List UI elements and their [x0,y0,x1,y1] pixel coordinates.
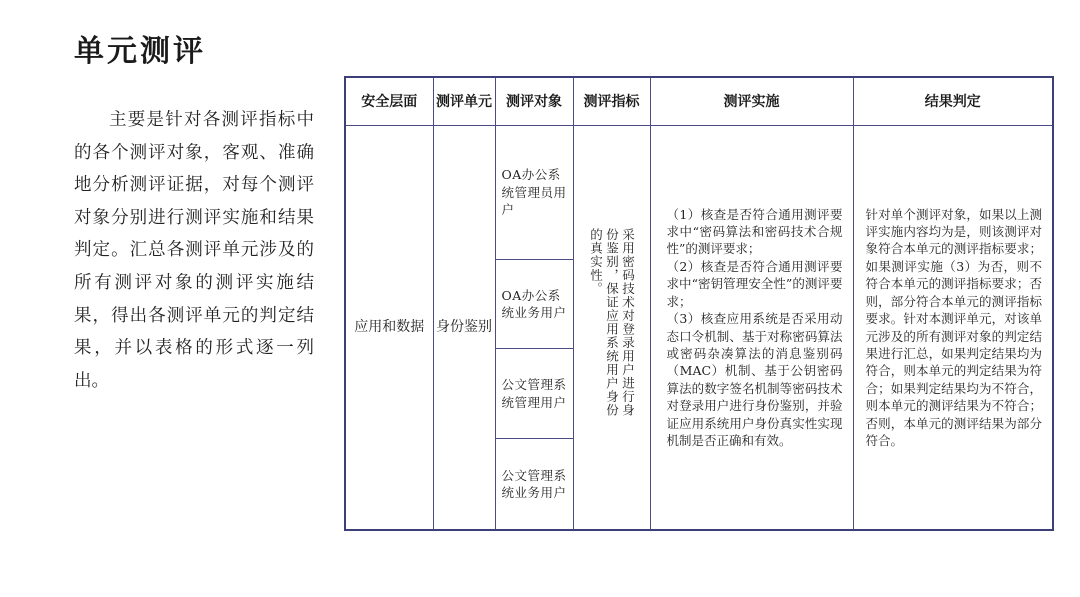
test-object-cell: 公文管理系统管理用户 [495,349,573,439]
result-judgment-cell: 针对单个测评对象，如果以上测评实施内容均为是，则该测评对象符合本单元的测评指标要求；如果测评实施（3）为否，则不符合本单元的测评指标要求；否则，部分符合本单元的测评指标要求。针对本测评单元，对该单元涉及的所有测评对象的判定结果进行汇总，如果判定结果均为符合，则本单元的判定结果为符合；如果判定结果均为不符合，则本单元的测评结果为不符合；否则，本单元的测评结果为部分符合。 [853,126,1053,531]
test-object-cell: 公文管理系统业务用户 [495,439,573,530]
header-result-judgment: 结果判定 [853,77,1053,126]
test-unit-cell: 身份鉴别 [433,126,495,531]
header-test-indicator: 测评指标 [573,77,650,126]
header-test-object: 测评对象 [495,77,573,126]
table-row [345,126,1053,260]
intro-paragraph: 主要是针对各测评指标中的各个测评对象，客观、准确地分析测评证据，对每个测评对象分别进行测评实施和结果判定。汇总各测评单元涉及的所有测评对象的测评实施结果，得出各测评单元的判定结果，并以表格的形式逐一列出。 [74,110,314,391]
test-indicator-cell [573,126,650,531]
header-test-implementation: 测评实施 [650,77,853,126]
test-object-cell: OA办公系统业务用户 [495,259,573,349]
implementation-step: （1）核查是否符合通用测评要求中“密码算法和密码技术合规性”的测评要求； [666,206,843,257]
page-title: 单元测评 [74,34,206,69]
security-layer-cell: 应用和数据 [345,126,433,531]
table-header-row [345,77,1053,126]
test-object-cell: OA办公系统管理员用户 [495,126,573,260]
evaluation-table [344,76,1054,531]
test-implementation-cell [650,126,853,531]
header-test-unit: 测评单元 [433,77,495,126]
header-security-layer: 安全层面 [345,77,433,126]
implementation-step: （2）核查是否符合通用测评要求中“密钥管理安全性”的测评要求； [666,258,843,309]
implementation-step: （3）核查应用系统是否采用动态口令机制、基于对称密码算法或密码杂凑算法的消息鉴别码（MAC）机制、基于公钥密码算法的数字签名机制等密码技术对登录用户进行身份鉴别，并验证应用系统用户身份真实性实现机制是否正确和有效。 [666,311,843,448]
test-indicator-text: 采用密码技术对登录用户进行身份鉴别，保证应用系统用户身份的真实性。 [588,227,636,417]
